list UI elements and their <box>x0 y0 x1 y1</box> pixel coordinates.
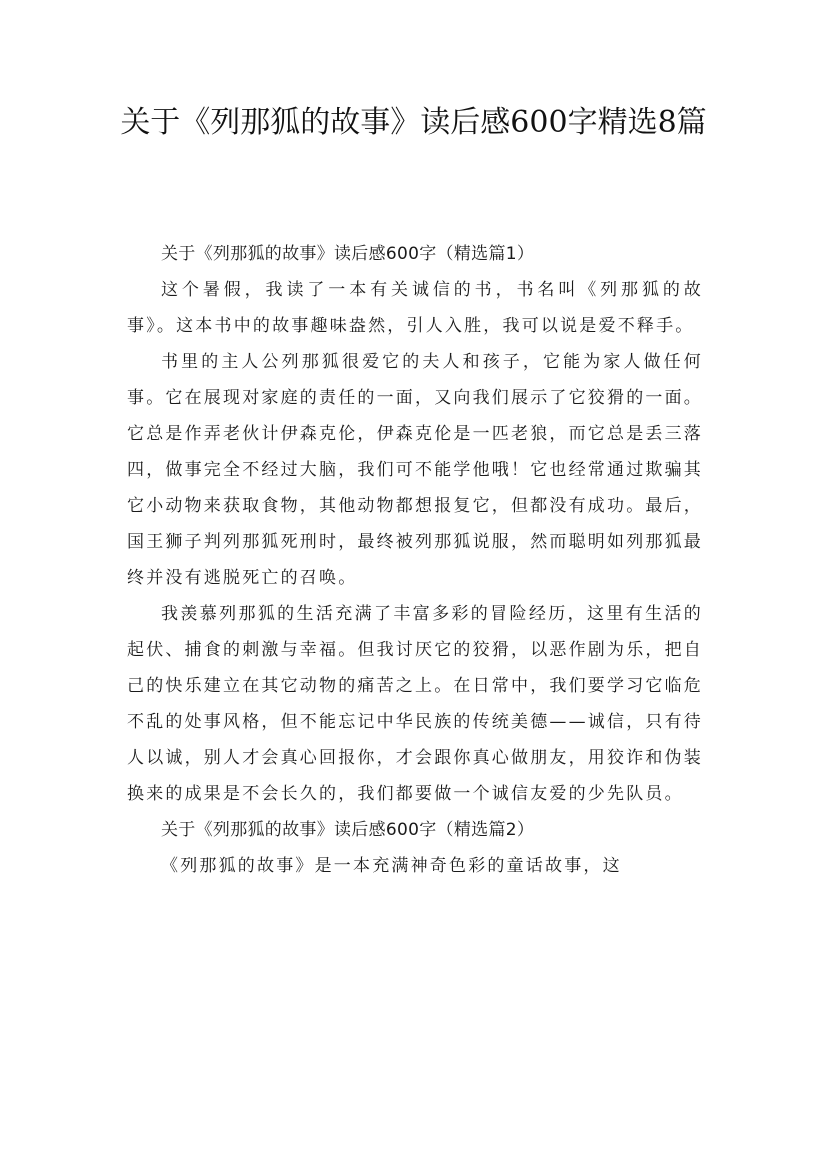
document-title: 关于《列那狐的故事》读后感600字精选8篇 <box>120 105 707 140</box>
document-body <box>127 236 703 884</box>
body-paragraph: 《列那狐的故事》是一本充满神奇色彩的童话故事，这 <box>161 856 622 876</box>
body-paragraph: 这个暑假，我读了一本有关诚信的书，书名叫《列那狐的故事》。这本书中的故事趣味盎然，引人入胜，我可以说是爱不释手。 <box>127 280 703 336</box>
section-heading-2: 关于《列那狐的故事》读后感600字（精选篇2） <box>161 820 535 840</box>
body-paragraph: 书里的主人公列那狐很爱它的夫人和孩子，它能为家人做任何事。它在展现对家庭的责任的一面，又向我们展示了它狡猾的一面。它总是作弄老伙计伊森克伦，伊森克伦是一匹老狼，而它总是丢三落四，做事完全不经过大脑，我们可不能学他哦！它也经常通过欺骗其它小动物来获取食物，其他动物都想报复它，但都没有成功。最后，国王狮子判列那狐死刑时，最终被列那狐说服，然而聪明如列那狐最终并没有逃脱死亡的召唤。 <box>127 352 703 588</box>
section-heading-1: 关于《列那狐的故事》读后感600字（精选篇1） <box>161 244 535 264</box>
body-paragraph: 我羡慕列那狐的生活充满了丰富多彩的冒险经历，这里有生活的起伏、捕食的刺激与幸福。但我讨厌它的狡猾，以恶作剧为乐，把自己的快乐建立在其它动物的痛苦之上。在日常中，我们要学习它临危不乱的处事风格，但不能忘记中华民族的传统美德——诚信，只有待人以诚，别人才会真心回报你，才会跟你真心做朋友，用狡诈和伪装换来的成果是不会长久的，我们都要做一个诚信友爱的少先队员。 <box>127 604 703 804</box>
